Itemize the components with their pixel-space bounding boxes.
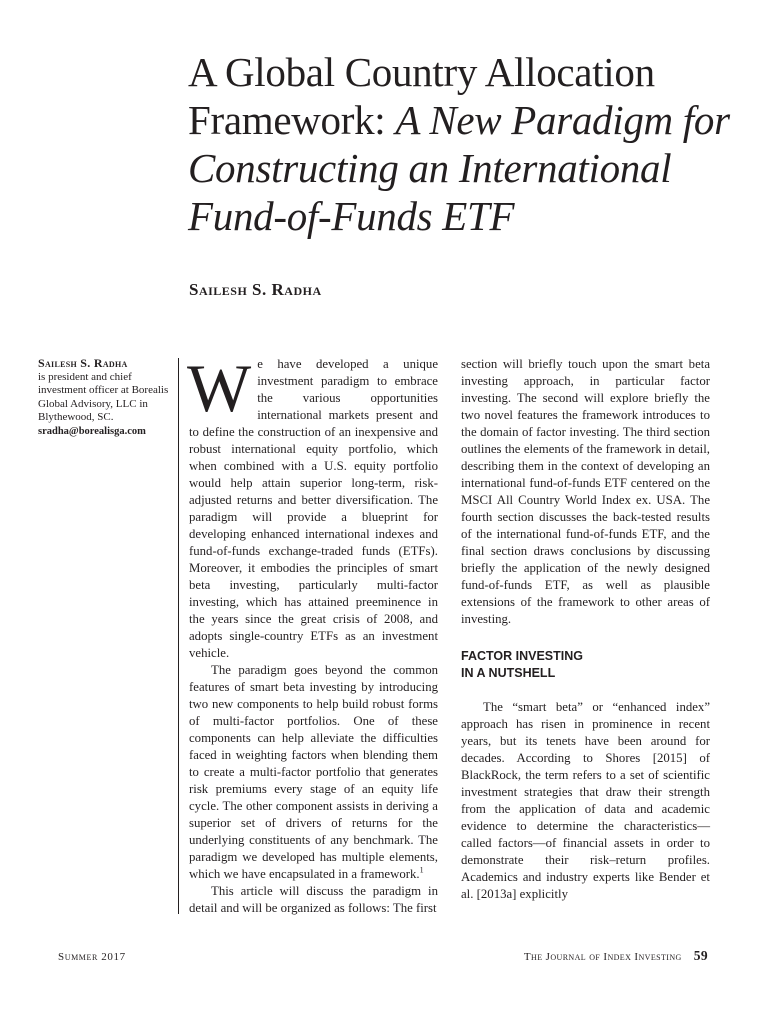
section-heading-line-2: IN A NUTSHELL [461, 666, 556, 680]
section-heading-line-1: FACTOR INVESTING [461, 649, 584, 663]
bio-email-link[interactable]: sradha@borealisga.com [38, 425, 146, 437]
body-column-1 [187, 350, 438, 917]
paragraph-5: The “smart beta” or “enhanced index” approach has risen in prominence in recent years, but its tenets have been around for decades. According to Shores [2015] of BlackRock, the term refers to a set of scientific investment strategies that draw their strength from the application of data and academic evidence to determine the characteristics—called factors—of financial assets in order to demonstrate their risk–return profiles. Academics and industry experts like Bender et al. [2013a] explicitly [461, 700, 710, 901]
article-title [188, 48, 748, 240]
bio-text: is president and chief investment officer at Borealis Global Advisory, LLC in Blythewood, SC. [38, 370, 169, 424]
author-bio [38, 357, 170, 439]
paragraph-3: This article will discuss the paradigm in detail and will be organized as follows: The first [189, 884, 438, 915]
intro-text: e have developed a unique investment paradigm to embrace the various opportunities international markets present and to define the construction of an inexpensive and robust international equity portfolio, which when combined with a U.S. equity portfolio would help attain superior long-term, risk-adjusted returns and better diversification. The paradigm will provide a blueprint for developing enhanced international indexes and fund-of-funds exchange-traded funds (ETFs). Moreover, it embodies the principles of smart beta investing, particularly multi-factor investing, which has attained preeminence in the years since the great crisis of 2008, and adopts single-country ETFs as an investment vehicle. [189, 357, 438, 660]
intro-paragraph [187, 350, 438, 662]
journal-name: The Journal of Index Investing [523, 951, 682, 963]
paragraph-4: section will briefly touch upon the smart beta investing approach, in particular factor investing. The second will explore briefly the two novel features the framework introduces to the domain of factor investing. The third section outlines the elements of the framework in detail, describing them in the context of developing an international fund-of-funds ETF centered on the MSCI All Country World Index ex. USA. The fourth section discusses the back-tested results of the international fund-of-funds ETF, and the final section draws conclusions by discussing briefly the application of the newly designed fund-of-funds ETF, as well as plausible extensions of the framework to other areas of investing. [461, 357, 710, 626]
bio-name: Sailesh S. Radha [38, 356, 128, 370]
section-heading [461, 648, 710, 682]
author-byline: Sailesh S. Radha [189, 280, 322, 299]
drop-cap: W [187, 350, 252, 426]
body-column-2 [461, 356, 710, 903]
column-divider [178, 358, 179, 914]
page-number: 59 [693, 948, 708, 963]
article-title-main: A Global Country Allocation Framework: [188, 49, 655, 143]
article-subtitle: A New Paradigm for Constructing an International Fund-of-Funds ETF [188, 97, 730, 239]
paragraph-2-text: The paradigm goes beyond the common features of smart beta investing by introducing two new components to help build robust forms of multi-factor portfolios. One of these components can help alleviate the difficulties faced in weighting factors when blending them to create a multi-factor portfolio that generates risk premiums every stage of an equity life cycle. The other component assists in deriving a superior set of drivers of returns for the underlying constituents of any benchmark. The paradigm we developed has multiple elements, which we have encapsulated in a framework. [189, 663, 438, 881]
footnote-marker[interactable]: 1 [419, 865, 424, 875]
footer-journal [524, 948, 708, 964]
footer-issue: Summer 2017 [58, 951, 126, 963]
paragraph-2 [189, 662, 438, 883]
